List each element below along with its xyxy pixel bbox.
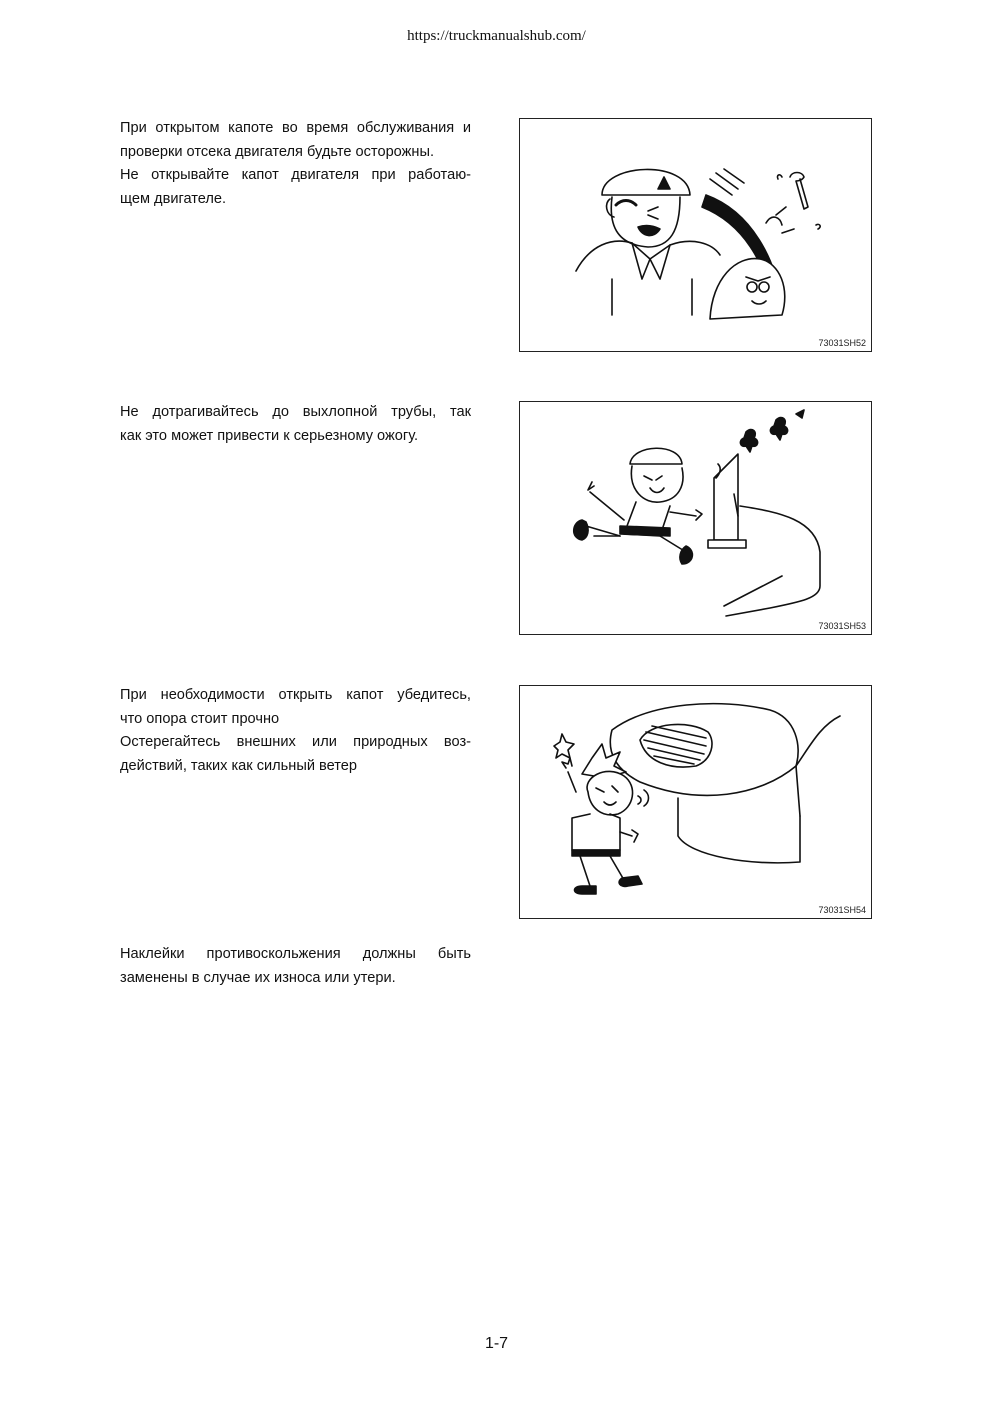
hood-falling-illustration [520,686,873,920]
text-line: Не дотрагивайтесь до выхлопной трубы, так [120,404,471,420]
text-line: щем двигателе. [120,190,227,207]
source-url: https://truckmanualshub.com/ [407,28,586,44]
text-line: Наклейки противоскольжения должны быть [120,946,471,962]
text-line: Остерегайтесь внешних или природных воз- [120,734,471,750]
figure-hood-falling [519,685,872,919]
page-number: 1-7 [484,1335,509,1352]
text-line: Не открывайте капот двигателя при работаю- [120,167,471,183]
figure-hood-hazard [519,118,872,352]
text-line: действий, таких как сильный ветер [120,757,358,774]
text-line: как это может привести к серьезному ожогу. [120,427,419,444]
figure-code: 73031SH53 [818,621,866,631]
warning-text-exhaust-pipe [120,401,471,448]
text-line: проверки отсека двигателя будьте осторожны. [120,143,434,160]
warning-text-hood-support [120,684,471,778]
figure-code: 73031SH54 [818,905,866,915]
text-line: что опора стоит прочно [120,710,280,727]
exhaust-burn-illustration [520,402,873,636]
figure-exhaust-burn [519,401,872,635]
notice-text-anti-slip [120,943,471,990]
figure-code: 73031SH52 [818,338,866,348]
warning-text-hood-open [120,117,471,211]
text-line: При необходимости открыть капот убедитесь, [120,687,471,703]
text-line: При открытом капоте во время обслуживания и [120,120,471,136]
hood-hazard-illustration [520,119,873,353]
text-line: заменены в случае их износа или утери. [120,969,396,986]
